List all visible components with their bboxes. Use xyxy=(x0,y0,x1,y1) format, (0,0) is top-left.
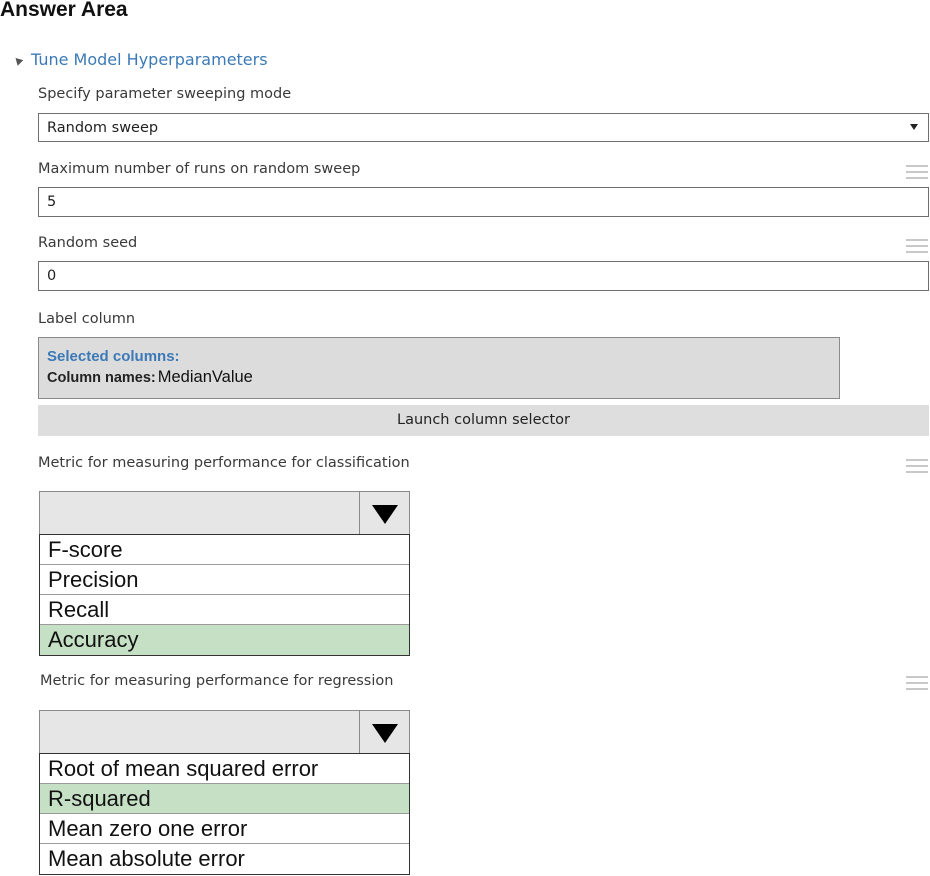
regression-option-rmse[interactable]: Root of mean squared error xyxy=(40,754,409,784)
sweep-mode-value: Random sweep xyxy=(47,119,159,136)
classification-metric-label: Metric for measuring performance for classification xyxy=(38,455,410,471)
regression-option-mean-absolute-error[interactable]: Mean absolute error xyxy=(48,846,245,871)
classification-metric-dropdown[interactable] xyxy=(39,491,410,535)
regression-option-mean-zero-one-error[interactable]: Mean zero one error xyxy=(40,814,409,844)
chevron-down-icon xyxy=(372,724,398,743)
selected-columns-label: Selected columns: xyxy=(47,348,180,365)
regression-metric-label: Metric for measuring performance for regression xyxy=(40,673,394,689)
column-names-label: Column names: xyxy=(47,370,156,386)
drag-handle-icon[interactable] xyxy=(906,165,928,181)
drag-handle-icon[interactable] xyxy=(906,459,928,475)
section-title: Tune Model Hyperparameters xyxy=(31,49,268,69)
label-column-label: Label column xyxy=(38,311,136,327)
answer-area-title: Answer Area xyxy=(0,0,128,21)
max-runs-input[interactable] xyxy=(38,187,929,217)
drag-handle-icon[interactable] xyxy=(906,676,928,692)
random-seed-label: Random seed xyxy=(38,235,138,251)
sweep-mode-select[interactable] xyxy=(38,113,929,142)
drag-handle-icon[interactable] xyxy=(906,239,928,255)
regression-options-list xyxy=(39,753,410,875)
classification-option-precision[interactable]: Precision xyxy=(40,565,409,595)
random-seed-input[interactable] xyxy=(38,261,929,291)
max-runs-value: 5 xyxy=(47,194,57,210)
section-header[interactable] xyxy=(14,48,268,70)
collapse-triangle-icon[interactable] xyxy=(13,55,24,66)
regression-dropdown-button[interactable] xyxy=(359,711,409,753)
classification-option-f-score[interactable]: F-score xyxy=(40,535,409,565)
classification-option-recall[interactable]: Recall xyxy=(40,595,409,625)
max-runs-label: Maximum number of runs on random sweep xyxy=(38,161,361,177)
sweep-mode-label: Specify parameter sweeping mode xyxy=(38,86,292,102)
chevron-down-icon xyxy=(910,124,918,130)
column-names-value: MedianValue xyxy=(157,368,253,386)
chevron-down-icon xyxy=(372,505,398,524)
selected-columns-box xyxy=(38,337,840,399)
classification-option-accuracy[interactable]: Accuracy xyxy=(40,625,409,655)
random-seed-value: 0 xyxy=(47,268,57,284)
regression-option-r-squared[interactable]: R-squared xyxy=(40,784,409,814)
launch-column-selector-button[interactable]: Launch column selector xyxy=(38,405,929,436)
classification-dropdown-button[interactable] xyxy=(359,492,409,534)
regression-metric-dropdown[interactable] xyxy=(39,710,410,754)
classification-options-list xyxy=(39,534,410,656)
